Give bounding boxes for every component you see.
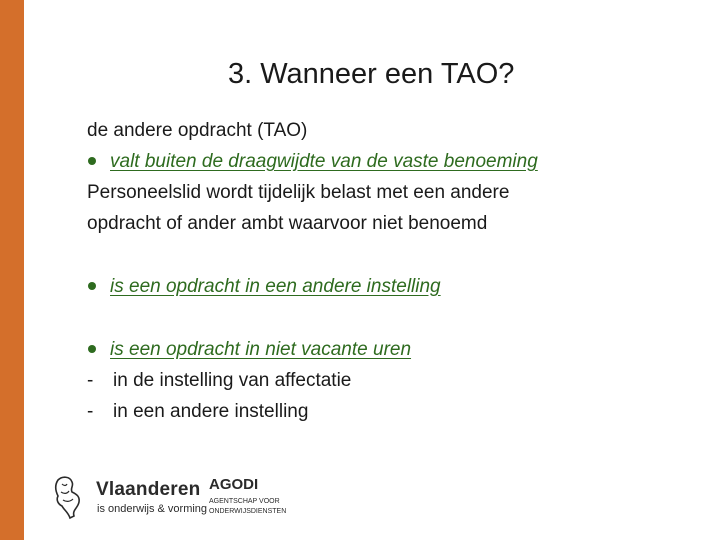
bullet-item-2 bbox=[87, 271, 697, 302]
bullet-item-3 bbox=[87, 334, 697, 365]
vlaanderen-logo-title: Vlaanderen bbox=[96, 479, 201, 500]
slide-content bbox=[87, 115, 697, 427]
agodi-logo-subtitle bbox=[209, 497, 299, 517]
paragraph-line-2: opdracht of ander ambt waarvoor niet benoemd bbox=[87, 213, 488, 234]
vlaanderen-logo-subtitle: is onderwijs & vorming bbox=[97, 503, 208, 515]
slide-title: 3. Wanneer een TAO? bbox=[228, 58, 515, 90]
agodi-logo-subtitle-line-1: AGENTSCHAP VOOR bbox=[209, 498, 280, 505]
agodi-logo-subtitle-line-2: ONDERWIJSDIENSTEN bbox=[209, 508, 287, 515]
bullet-icon bbox=[88, 157, 96, 165]
dash-text-1: in de instelling van affectatie bbox=[113, 370, 352, 391]
bullet-text-2: is een opdracht in een andere instelling bbox=[110, 276, 441, 297]
bullet-icon bbox=[88, 282, 96, 290]
flemish-lion-logo-icon bbox=[52, 474, 84, 520]
dash-marker: - bbox=[87, 370, 94, 391]
dash-item-1 bbox=[87, 365, 697, 396]
dash-marker: - bbox=[87, 401, 94, 422]
bullet-icon bbox=[88, 345, 96, 353]
dash-text-2: in een andere instelling bbox=[113, 401, 309, 422]
dash-item-2 bbox=[87, 396, 697, 427]
accent-side-bar bbox=[0, 0, 24, 540]
bullet-text-3: is een opdracht in niet vacante uren bbox=[110, 339, 412, 360]
paragraph-line-1: Personeelslid wordt tijdelijk belast met een andere bbox=[87, 182, 510, 203]
agodi-logo-title: AGODI bbox=[209, 476, 259, 493]
content-heading: de andere opdracht (TAO) bbox=[87, 120, 308, 141]
bullet-text-1: valt buiten de draagwijdte van de vaste benoeming bbox=[110, 151, 538, 172]
bullet-item-1 bbox=[87, 146, 697, 177]
